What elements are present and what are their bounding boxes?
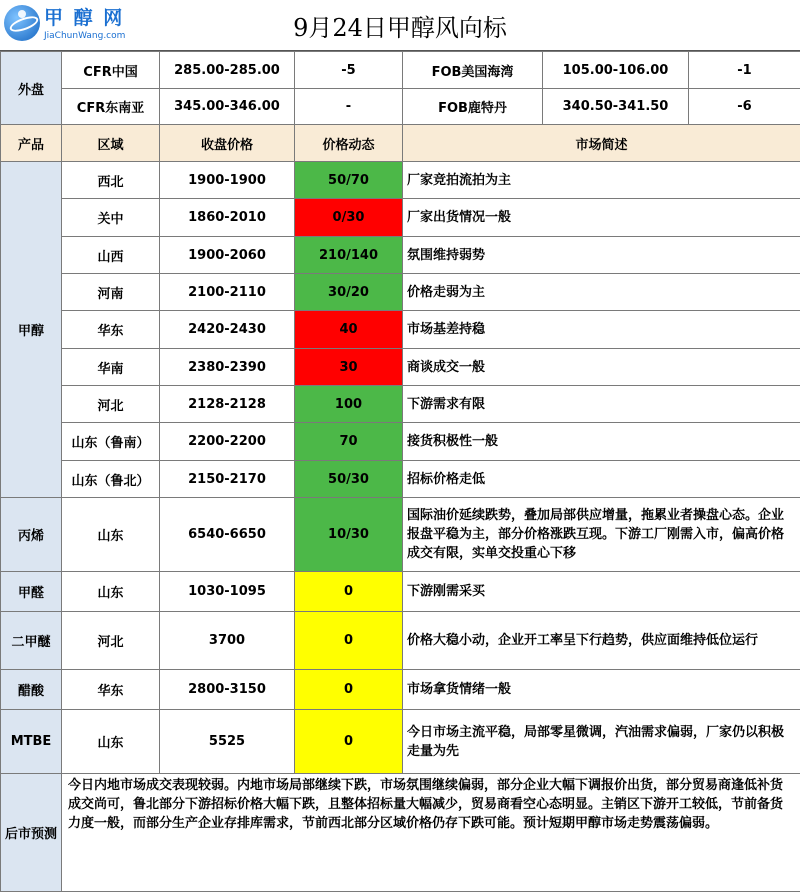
table-row [1,498,800,572]
header [0,0,800,51]
summary-cell: 下游需求有限 [403,386,800,423]
summary-cell: 厂家竞拍流拍为主 [403,162,800,199]
external-name: FOB美国海湾 [403,52,543,89]
region-cell: 华南 [62,349,160,386]
price-cell: 2200-2200 [160,423,295,461]
region-cell: 华东 [62,670,160,710]
col-summary: 市场简述 [403,125,800,162]
table-row [1,710,800,774]
price-dynamic-cell: 0 [295,572,403,612]
external-row [1,52,800,89]
price-cell: 1030-1095 [160,572,295,612]
summary-cell: 招标价格走低 [403,461,800,498]
price-cell: 2150-2170 [160,461,295,498]
table-row [1,349,800,386]
region-cell: 山东 [62,710,160,774]
summary-cell: 厂家出货情况一般 [403,199,800,237]
region-cell: 华东 [62,311,160,349]
product-label: 甲醇 [1,162,62,498]
summary-cell: 商谈成交一般 [403,349,800,386]
table-row [1,274,800,311]
summary-cell: 今日市场主流平稳，局部零星微调，汽油需求偏弱，厂家仍以积极走量为先 [403,710,800,774]
region-cell: 河北 [62,386,160,423]
external-label: 外盘 [1,52,62,125]
price-dynamic-cell: 50/30 [295,461,403,498]
external-price: 340.50-341.50 [543,89,689,125]
price-dynamic-cell: 40 [295,311,403,349]
table-row [1,572,800,612]
region-cell: 关中 [62,199,160,237]
region-cell: 西北 [62,162,160,199]
table-row [1,237,800,274]
external-change: -5 [295,52,403,89]
price-cell: 2100-2110 [160,274,295,311]
table-row [1,162,800,199]
region-cell: 河北 [62,612,160,670]
price-dynamic-cell: 0 [295,670,403,710]
table-row [1,311,800,349]
external-row [1,89,800,125]
price-cell: 2380-2390 [160,349,295,386]
price-cell: 1900-2060 [160,237,295,274]
product-label: 甲醛 [1,572,62,612]
price-dynamic-cell: 100 [295,386,403,423]
external-name: FOB鹿特丹 [403,89,543,125]
price-dynamic-cell: 50/70 [295,162,403,199]
price-dynamic-cell: 30 [295,349,403,386]
indicator-table [0,51,800,892]
price-cell: 1860-2010 [160,199,295,237]
summary-cell: 接货积极性一般 [403,423,800,461]
table-row [1,612,800,670]
external-change: -1 [689,52,800,89]
price-cell: 1900-1900 [160,162,295,199]
forecast-label: 后市预测 [1,774,62,892]
forecast-text: 今日内地市场成交表现较弱。内地市场局部继续下跌，市场氛围继续偏弱，部分企业大幅下调报价出货，部分贸易商逢低补货成交尚可，鲁北部分下游招标价格大幅下跌，且整体招标量大幅减少，贸易商看空心态明显。主销区下游开工较低，节前备货力度一般，而部分生产企业存排库需求，节前西北部分区域价格仍存下跌可能。预计短期甲醇市场走势震荡偏弱。 [62,774,800,892]
forecast-row [1,774,800,892]
product-label: 二甲醚 [1,612,62,670]
price-dynamic-cell: 10/30 [295,498,403,572]
price-dynamic-cell: 210/140 [295,237,403,274]
other-products-section [1,498,800,774]
summary-cell: 下游刚需采买 [403,572,800,612]
summary-cell: 价格走弱为主 [403,274,800,311]
product-label: MTBE [1,710,62,774]
external-change: -6 [689,89,800,125]
external-name: CFR东南亚 [62,89,160,125]
summary-cell: 市场基差持稳 [403,311,800,349]
external-price: 285.00-285.00 [160,52,295,89]
summary-cell: 价格大稳小动，企业开工率呈下行趋势，供应面维持低位运行 [403,612,800,670]
price-cell: 5525 [160,710,295,774]
table-row [1,199,800,237]
summary-cell: 市场拿货情绪一般 [403,670,800,710]
price-dynamic-cell: 70 [295,423,403,461]
region-cell: 河南 [62,274,160,311]
price-dynamic-cell: 30/20 [295,274,403,311]
col-dynamic: 价格动态 [295,125,403,162]
price-dynamic-cell: 0 [295,710,403,774]
col-product: 产品 [1,125,62,162]
region-cell: 山东（鲁北） [62,461,160,498]
price-cell: 3700 [160,612,295,670]
methanol-section [1,162,800,498]
region-cell: 山东 [62,498,160,572]
region-cell: 山西 [62,237,160,274]
price-cell: 6540-6650 [160,498,295,572]
product-label: 丙烯 [1,498,62,572]
external-price: 105.00-106.00 [543,52,689,89]
summary-cell: 国际油价延续跌势，叠加局部供应增量，拖累业者操盘心态。企业报盘平稳为主，部分价格涨跌互现。下游工厂刚需入市，偏高价格成交有限，实单交投重心下移 [403,498,800,572]
price-cell: 2420-2430 [160,311,295,349]
column-header-row [1,125,800,162]
logo-domain: JiaChunWang.com [44,31,125,41]
external-name: CFR中国 [62,52,160,89]
page-title: 9月24日甲醇风向标 [0,8,800,43]
price-dynamic-cell: 0 [295,612,403,670]
table-row [1,670,800,710]
region-cell: 山东 [62,572,160,612]
external-change: - [295,89,403,125]
region-cell: 山东（鲁南） [62,423,160,461]
logo-text: 甲 醇 网 [44,3,124,30]
external-price: 345.00-346.00 [160,89,295,125]
table-row [1,461,800,498]
col-region: 区域 [62,125,160,162]
table-row [1,423,800,461]
price-cell: 2128-2128 [160,386,295,423]
summary-cell: 氛围维持弱势 [403,237,800,274]
table-row [1,386,800,423]
price-cell: 2800-3150 [160,670,295,710]
product-label: 醋酸 [1,670,62,710]
col-price: 收盘价格 [160,125,295,162]
price-dynamic-cell: 0/30 [295,199,403,237]
